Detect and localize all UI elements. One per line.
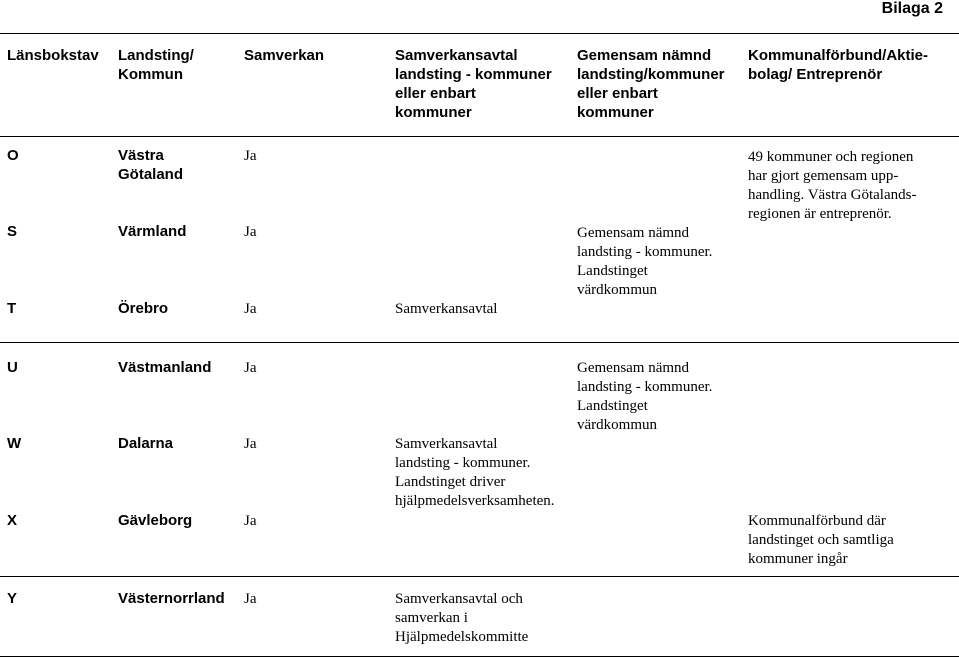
kommunalforbund-value: Kommunalförbund där landstinget och samtliga kommuner ingår: [748, 513, 894, 567]
header-samverkansavtal: Samverkansavtal landsting - kommuner eller enbart kommuner: [395, 47, 552, 121]
row-letter: O: [7, 147, 19, 164]
header-gemensam-namnd: Gemensam nämnd landsting/kommuner eller enbart kommuner: [577, 47, 725, 121]
section-divider: [0, 576, 959, 577]
samverkan-value: Ja: [244, 148, 257, 164]
samverkansavtal-value: Samverkansavtal landsting - kommuner. Landstinget driver hjälpmedelsverksamheten.: [395, 436, 555, 509]
county-name: Gävleborg: [118, 512, 193, 529]
county-name: Örebro: [118, 300, 169, 317]
row-letter: T: [7, 300, 17, 317]
samverkan-value: Ja: [244, 591, 257, 607]
header-kommunalforbund: Kommunalförbund/Aktie- bolag/ Entreprenör: [748, 47, 928, 83]
samverkansavtal-value: Samverkansavtal: [395, 301, 498, 317]
annex-label: Bilaga 2: [881, 0, 943, 17]
samverkan-value: Ja: [244, 224, 257, 240]
gemensam-namnd-note: Gemensam nämnd landsting - kommuner. Landstinget värdkommun: [577, 225, 713, 298]
entreprenor-note: 49 kommuner och regionen har gjort gemensam upp- handling. Västra Götalands- regionen är entreprenör.: [748, 149, 917, 222]
table-bottom-border: [0, 656, 959, 657]
samverkansavtal-value: Samverkansavtal och samverkan i Hjälpmedelskommitte: [395, 591, 529, 645]
header-bottom-border: [0, 136, 959, 137]
samverkan-value: Ja: [244, 513, 257, 529]
header-landsting-kommun: Landsting/ Kommun: [118, 47, 194, 83]
row-letter: X: [7, 512, 18, 529]
county-name: Värmland: [118, 223, 187, 240]
samverkan-value: Ja: [244, 301, 257, 317]
samverkan-value: Ja: [244, 436, 257, 452]
table-top-border: [0, 33, 959, 34]
county-name: Dalarna: [118, 435, 174, 452]
header-samverkan: Samverkan: [244, 47, 325, 64]
gemensam-namnd-note: Gemensam nämnd landsting - kommuner. Landstinget värdkommun: [577, 360, 713, 433]
row-letter: S: [7, 223, 18, 240]
section-divider: [0, 342, 959, 343]
row-letter: Y: [7, 590, 18, 607]
county-name: Västernorrland: [118, 590, 225, 607]
header-lansbokstav: Länsbokstav: [7, 47, 99, 64]
county-name: Västra Götaland: [118, 147, 184, 183]
row-letter: W: [7, 435, 22, 452]
county-name: Västmanland: [118, 359, 212, 376]
row-letter: U: [7, 359, 18, 376]
samverkan-value: Ja: [244, 360, 257, 376]
